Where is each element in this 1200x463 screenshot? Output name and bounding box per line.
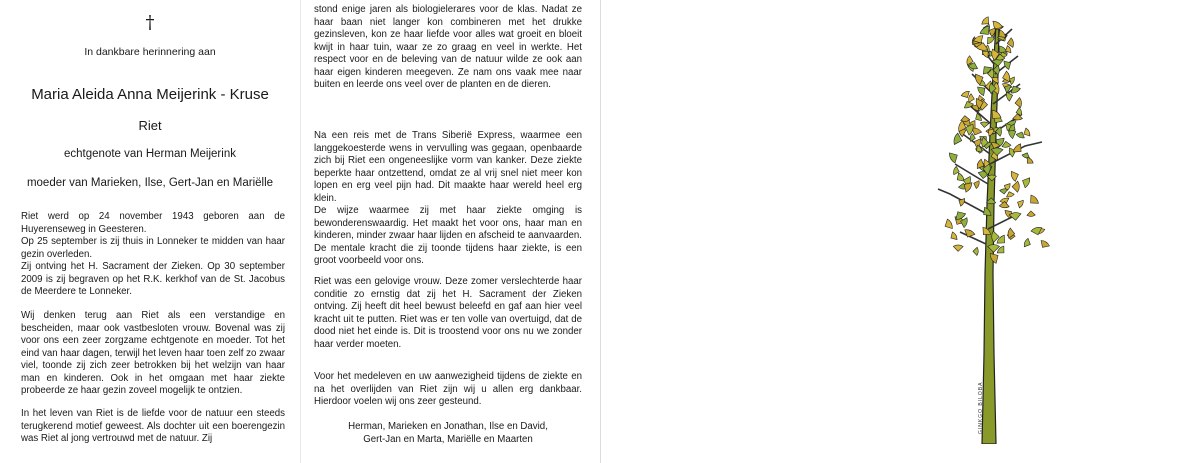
signature-line-1: Herman, Marieken en Jonathan, Ilse en David, [348, 421, 548, 432]
leaf-icon [1015, 97, 1022, 108]
middle-panel [300, 0, 600, 463]
ginkgo-tree-illustration [930, 14, 1050, 444]
leaf-icon [980, 122, 989, 128]
faith-paragraph: Riet was een gelovige vrouw. Deze zomer verslechterde haar conditie zo ernstig dat zij het H. Sacrament der Zieken ontving. Zij heeft dit heel bewust beleefd en gaf aan hier veel kracht uit te putten. Riet was er ten volle van overtuigd, dat de dood niet het einde is. Dit is troostend voor ons nu we zonder haar verder moeten. [314, 276, 582, 350]
leaf-icon [974, 144, 983, 154]
leaf-icon [1027, 211, 1036, 217]
nickname: Riet [138, 118, 162, 133]
birth-paragraph: Riet werd op 24 november 1943 geboren aan de Huyerenseweg in Geesteren. [21, 211, 285, 235]
signature-line-2: Gert-Jan en Marta, Mariëlle en Maarten [363, 433, 533, 445]
leaf-icon [999, 188, 1008, 194]
leaf-icon [960, 115, 970, 122]
leaf-icon [953, 245, 963, 252]
right-panel [600, 0, 1200, 463]
intro-text: In dankbare herinnering aan [84, 46, 216, 58]
leaf-icon [948, 150, 960, 164]
coping-paragraph: De wijze waarmee zij met haar ziekte omging is bewonderenswaardig. Het maakt het voor ons, haar man en kinderen, minder zwaar haar lijden en afscheid te aanvaarden. De mentale kracht die zij toonde tijdens haar ziekte, is een groot voorbeeld voor ons. [314, 205, 582, 266]
leaf-icon [949, 231, 959, 242]
leaf-icon [973, 247, 979, 255]
leaf-icon [999, 201, 1009, 208]
thanks-paragraph: Voor het medeleven en uw aanwezigheid tijdens de ziekte en na het overlijden van Riet zijn wij u allen erg dankbaar. Hierdoor voelen wij ons zeer gesteund. [314, 371, 582, 407]
burial-paragraph: Zij ontving het H. Sacrament der Zieken. Op 30 september 2009 is zij begraven op het R.K. kerkhof van de St. Jacobus de Meerdere te Lonneker. [21, 261, 285, 297]
signature-block [314, 421, 582, 446]
leaf-icon [1012, 181, 1019, 192]
leaf-icon [1005, 190, 1014, 197]
leaf-icon [1038, 239, 1050, 250]
leaf-icon [972, 179, 980, 189]
leaf-icon [1020, 176, 1031, 189]
tree-caption: GINKGO BILOBA [978, 381, 984, 434]
children-line: moeder van Marieken, Ilse, Gert-Jan en Mariëlle [26, 177, 274, 189]
death-paragraph: Op 25 september is zij thuis in Lonneker te midden van haar gezin overleden. [21, 236, 285, 260]
teaching-paragraph: stond enige jaren als biologielerares voor de klas. Nadat ze haar baan niet langer kon combineren met het drukke gezinsleven, kon ze haar liefde voor alles wat groeit en bloeit kwijt in haar tuin, waar ze zo graag en veel in werkte. Het respect voor en de beleving van de natuur wilde ze ook aan haar eigen kinderen meegeven. Ze nam ons vaak mee naar buiten en leerde ons veel over de planten en de dieren. [314, 4, 582, 90]
leaf-icon [943, 218, 954, 231]
leaf-icon [1027, 194, 1040, 207]
tree-icon [930, 14, 1050, 444]
left-panel [0, 0, 300, 463]
leaf-icon [1010, 169, 1020, 182]
leaf-icon [1016, 198, 1025, 208]
deceased-name: Maria Aleida Anna Meijerink - Kruse [31, 86, 269, 103]
leaf-icon [1023, 238, 1032, 249]
memory-paragraph: Wij denken terug aan Riet als een verstandige en bescheiden, maar ook vastbesloten vrouw. Bovenal was zij voor ons een zeer zorgzame echtgenote en moeder. Tot het eind van haar dagen, terwijl het leven haar toen zelf zo zwaar viel, toonde zij zich zeer betrokken bij het welzijn van haar man en kinderen. Ook in het omgaan met haar ziekte probeerde ze haar gezin zoveel mogelijk te ontzien. [21, 310, 285, 396]
leaf-icon [954, 172, 965, 184]
nature-paragraph: In het leven van Riet is de liefde voor de natuur een steeds terugkerend motief geweest. Als dochter uit een boerengezin was Riet al jong vertrouwd met de natuur. Zij [21, 408, 285, 444]
spouse-line: echtgenote van Herman Meijerink [64, 148, 236, 160]
illness-paragraph: Na een reis met de Trans Siberië Express, waarmee een langgekoesterde wens in vervulling was gegaan, openbaarde zich bij Riet een ongeneeslijke vorm van kanker. Deze ziekte beperkte haar ontzettend, omdat ze al vrij snel niet meer kon lopen en erg veel pijn had. Dit maakte haar wereld heel erg klein. [314, 130, 582, 204]
cross-icon: † [145, 12, 155, 33]
leaf-icon [968, 93, 976, 103]
